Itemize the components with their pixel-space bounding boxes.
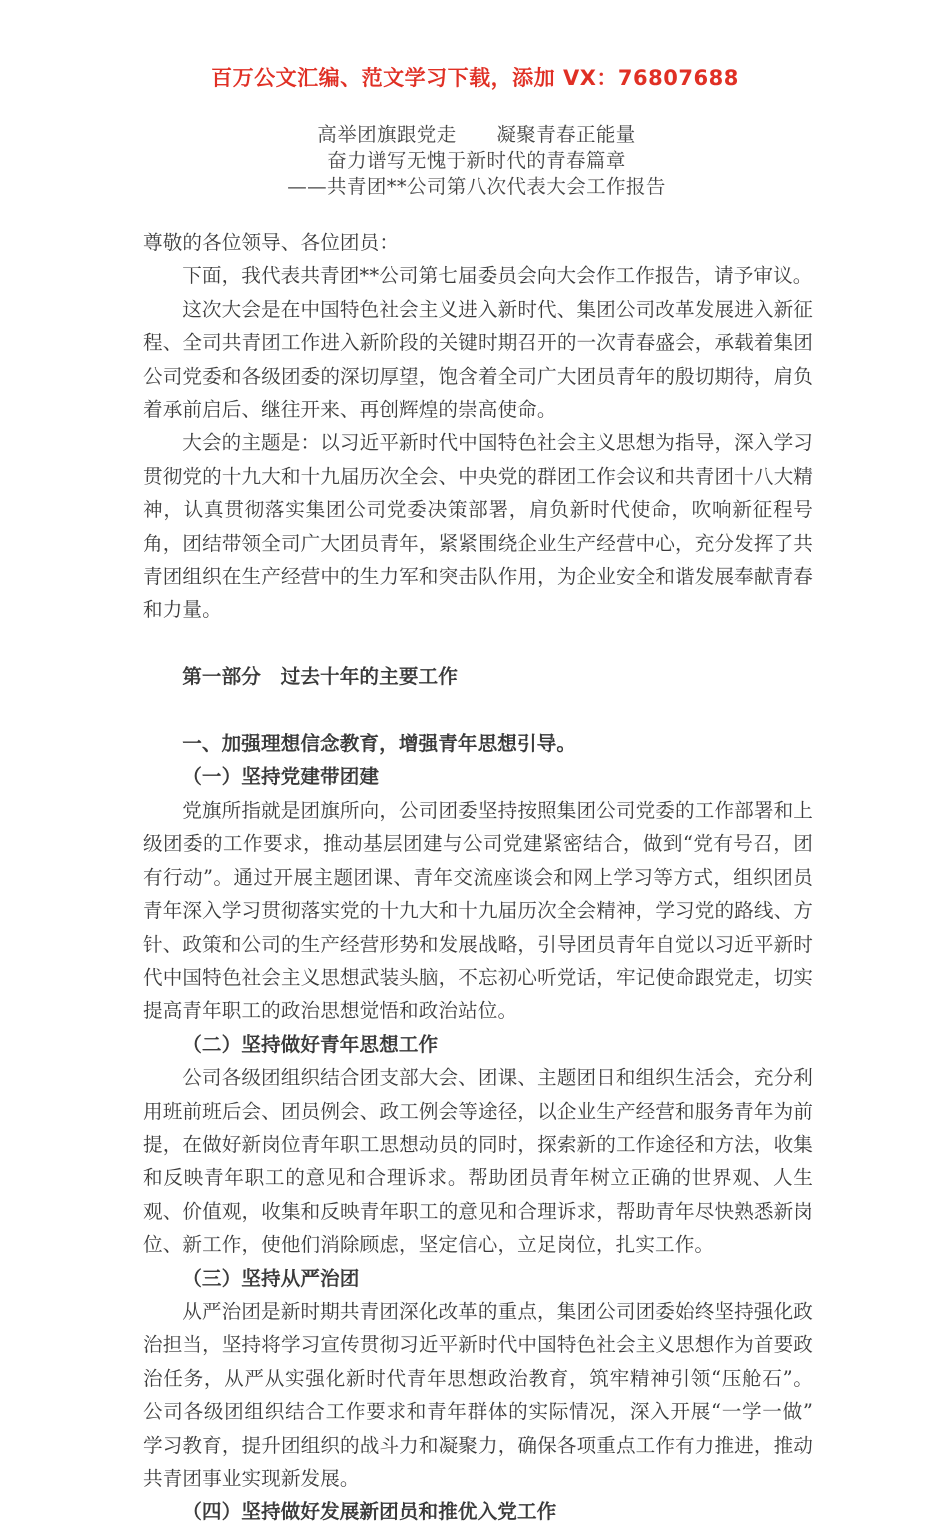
paragraph-subsection-three-body: 从严治团是新时期共青团深化改革的重点，集团公司团委始终坚持强化政治担当，坚持将学习宣传贯彻习近平新时代中国特色社会主义思想作为首要政治任务，从严从实强化新时代青年思想政治教育，筑牢精神引领“压舱石”。公司各级团组织结合工作要求和青年群体的实际情况，深入开展“一学一做”学习教育，提升团组织的战斗力和凝聚力，确保各项重点工作有力推进，推动共青团事业实现新发展。 (143, 1299, 813, 1490)
paragraph-conference-context: 这次大会是在中国特色社会主义进入新时代、集团公司改革发展进入新征程、全司共青团工作进入新阶段的关键时期召开的一次青春盛会，承载着集团公司党委和各级团委的深切厚望，饱含着全司广大团员青年的殷切期待，肩负着承前启后、继往开来、再创辉煌的崇高使命。 (143, 297, 813, 422)
title-line-1: 高举团旗跟党走 凝聚青春正能量 (317, 123, 636, 146)
paragraph-subsection-two-body: 公司各级团组织结合团支部大会、团课、主题团日和组织生活会，充分利用班前班后会、团员例会、政工例会等途径，以企业生产经营和服务青年为前提，在做好新岗位青年职工思想动员的同时，探索新的工作途径和方法，收集和反映青年职工的意见和合理诉求。帮助团员青年树立正确的世界观、人生观、价值观，收集和反映青年职工的意见和合理诉求，帮助青年尽快熟悉新岗位、新工作，使他们消除顾虑，坚定信心，立足岗位，扎实工作。 (143, 1066, 813, 1257)
heading-subsection-four: （四）坚持做好发展新团员和推优入党工作 (182, 1500, 557, 1524)
title-line-2: 奋力谱写无愧于新时代的青春篇章 (327, 149, 626, 172)
title-line-3-subtitle: ——共青团**公司第八次代表大会工作报告 (287, 175, 666, 198)
paragraph-report-intro: 下面，我代表共青团**公司第七届委员会向大会作工作报告，请予审议。 (182, 264, 813, 288)
heading-subsection-one: （一）坚持党建带团建 (182, 765, 380, 789)
heading-subsection-three: （三）坚持从严治团 (182, 1266, 360, 1290)
paragraph-subsection-one-body: 党旗所指就是团旗所向，公司团委坚持按照集团公司党委的工作部署和上级团委的工作要求，推动基层团建与公司党建紧密结合，做到“党有号召，团有行动”。通过开展主题团课、青年交流座谈会和网上学习等方式，组织团员青年深入学习贯彻落实党的十九大和十九届历次全会精神，学习党的路线、方针、政策和公司的生产经营形势和发展战略，引导团员青年自觉以习近平新时代中国特色社会主义思想武装头脑，不忘初心听党话，牢记使命跟党走，切实提高青年职工的政治思想觉悟和政治站位。 (143, 798, 813, 1023)
heading-subsection-two: （二）坚持做好青年思想工作 (182, 1032, 439, 1056)
salutation: 尊敬的各位领导、各位团员： (143, 231, 400, 254)
heading-section-one: 一、加强理想信念教育，增强青年思想引导。 (182, 732, 577, 756)
document-title-block (143, 122, 810, 200)
paragraph-conference-theme: 大会的主题是：以习近平新时代中国特色社会主义思想为指导，深入学习贯彻党的十九大和十九届历次全会、中央党的群团工作会议和共青团十八大精神，认真贯彻落实集团公司党委决策部署，肩负新时代使命，吹响新征程号角，团结带领全司广大团员青年，紧紧围绕企业生产经营中心，充分发挥了共青团组织在生产经营中的生力军和突击队作用，为企业安全和谐发展奉献青春和力量。 (143, 431, 813, 622)
document-body (143, 226, 813, 1529)
spacer (143, 694, 813, 727)
heading-part-one: 第一部分 过去十年的主要工作 (182, 665, 458, 689)
spacer (143, 627, 813, 660)
promo-banner: 百万公文汇编、范文学习下载，添加 VX：76807688 (211, 66, 739, 90)
